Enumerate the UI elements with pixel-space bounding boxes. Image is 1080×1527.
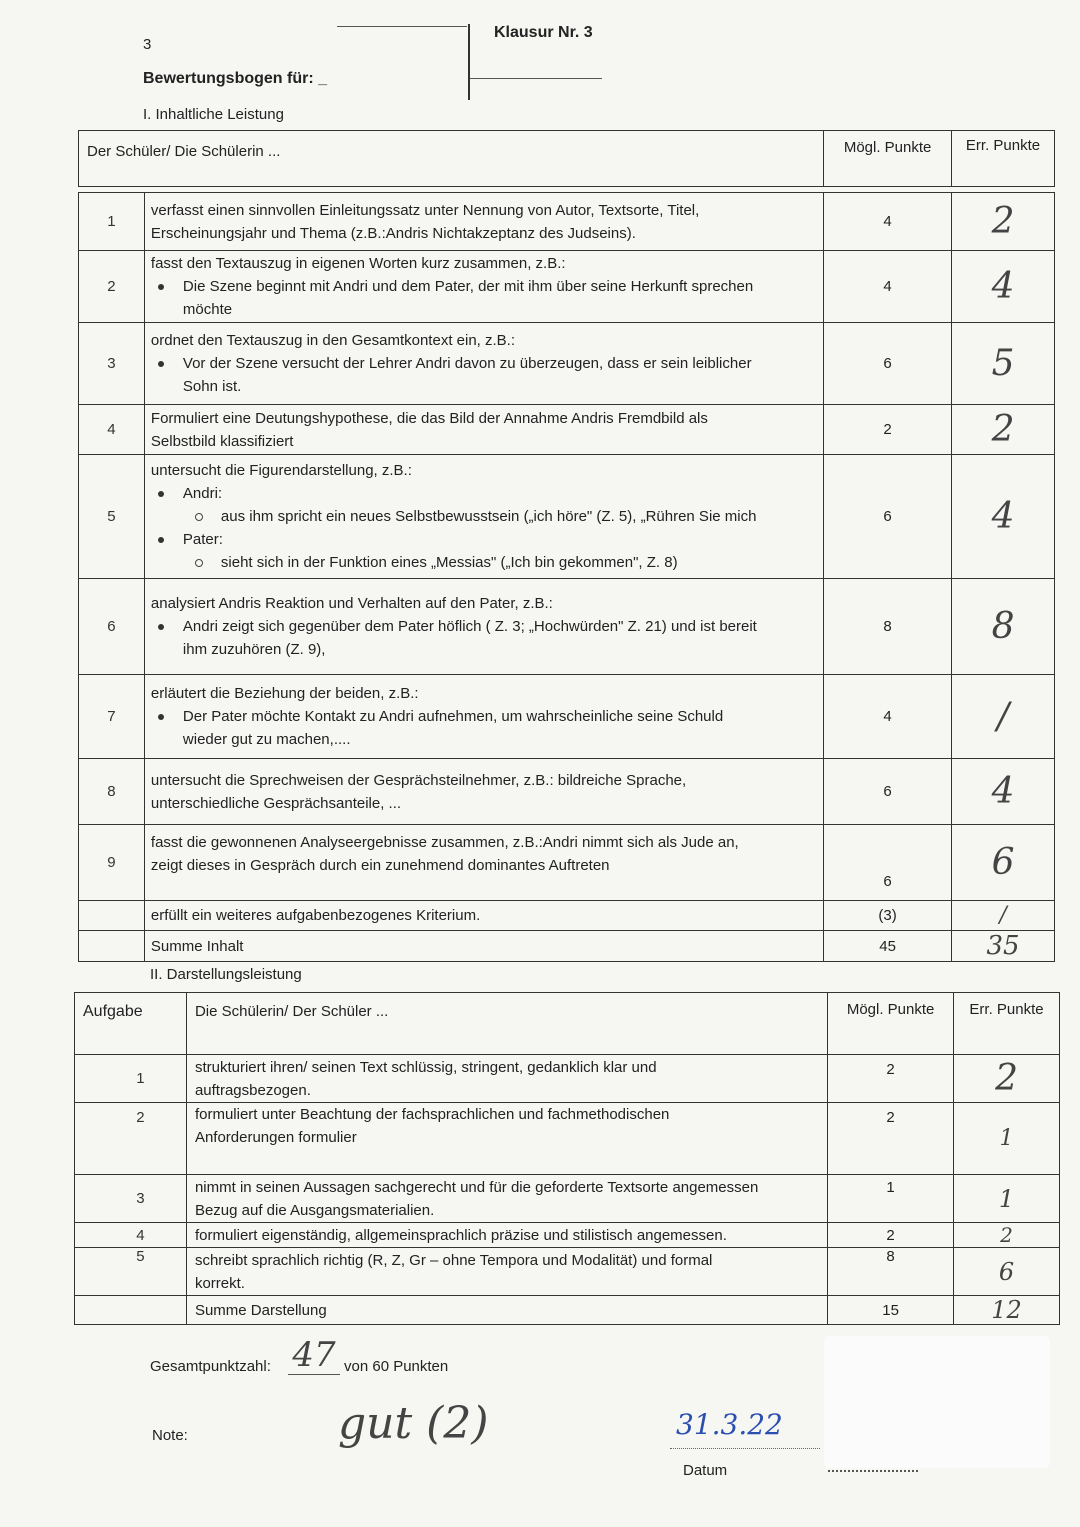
col-possible-header: Mögl. Punkte <box>824 131 952 187</box>
header-divider <box>468 24 470 100</box>
table-row: 5 untersucht die Figurendarstellung, z.B.: Andri: aus ihm spricht ein neues Selbstbewusstsein („ich höre" (Z. 5), „Rühren Sie mich Pater: sieht sich in der Funktion eines „Messias" („Ich bin gekommen", Z. 8) 6 4 <box>79 455 1055 579</box>
sum-row: Summe Darstellung 15 12 <box>75 1296 1060 1325</box>
col-task-header: Aufgabe <box>75 993 187 1055</box>
date-label: Datum <box>683 1462 728 1479</box>
klausur-label: Klausur Nr. 3 <box>494 24 593 41</box>
table-row: 5 schreibt sprachlich richtig (R, Z, Gr – ohne Tempora und Modalität) und formal korrekt. 8 6 <box>75 1248 1060 1296</box>
bullet-icon <box>158 624 164 630</box>
grade-label: Note: <box>152 1427 188 1444</box>
bullet-icon <box>158 284 164 290</box>
table-row: 3 ordnet den Textauszug in den Gesamtkontext ein, z.B.: Vor der Szene versucht der Lehrer Andri davon zu überzeugen, dass er sein leiblicher Sohn ist. 6 5 <box>79 323 1055 405</box>
col-subject-header: Die Schülerin/ Der Schüler ... <box>186 993 827 1055</box>
circle-bullet-icon <box>195 513 203 521</box>
table-row: 2 formuliert unter Beachtung der fachsprachlichen und fachmethodischen Anforderungen formulier 2 1 <box>75 1103 1060 1175</box>
total-label: Gesamtpunktzahl: <box>150 1358 271 1375</box>
content-table <box>78 130 1055 962</box>
table-row: 1 strukturiert ihren/ seinen Text schlüssig, stringent, gedanklich klar und auftragsbezogen. 2 2 <box>75 1055 1060 1103</box>
date-line <box>670 1448 820 1449</box>
sum-row: Summe Inhalt 45 35 <box>79 931 1055 962</box>
table-row: 6 analysiert Andris Reaktion und Verhalten auf den Pater, z.B.: Andri zeigt sich gegenüber dem Pater höflich ( Z. 3; „Hochwürden" Z. 21) und ist bereit ihm zuzuhören (Z. 9), 8 8 <box>79 579 1055 675</box>
col-achieved-header: Err. Punkte <box>952 131 1055 187</box>
table-row: 4 Formuliert eine Deutungshypothese, die das Bild der Annahme Andris Fremdbild als Selbstbild klassifiziert 2 2 <box>79 405 1055 455</box>
table-row: 9 fasst die gewonnenen Analyseergebnisse zusammen, z.B.:Andri nimmt sich als Jude an, zeigt dieses in Gespräch durch ein zunehmend dominantes Auftreten 6 6 <box>79 825 1055 901</box>
redacted-signature-area <box>824 1336 1050 1468</box>
header-line-top <box>337 26 467 27</box>
grade-value: gut (2) <box>338 1398 489 1449</box>
presentation-table <box>74 992 1060 1325</box>
table-row: 3 nimmt in seinen Aussagen sachgerecht und für die geforderte Textsorte angemessen Bezug auf die Ausgangsmaterialien. 1 1 <box>75 1175 1060 1223</box>
col-subject-header: Der Schüler/ Die Schülerin ... <box>79 131 824 187</box>
table-row: 8 untersucht die Sprechweisen der Gesprächsteilnehmer, z.B.: bildreiche Sprache, unterschiedliche Gesprächsanteile, ... 6 4 <box>79 759 1055 825</box>
bullet-icon <box>158 491 164 497</box>
col-possible-header: Mögl. Punkte <box>828 993 954 1055</box>
table-row: erfüllt ein weiteres aufgabenbezogenes Kriterium. (3) / <box>79 901 1055 931</box>
table-row: 1 verfasst einen sinnvollen Einleitungssatz unter Nennung von Autor, Textsorte, Titel, Erscheinungsjahr und Thema (z.B.:Andris Nichtakzeptanz des Judseins). 4 2 <box>79 193 1055 251</box>
header-line-bottom <box>470 78 602 79</box>
form-title: Bewertungsbogen für: _ <box>143 70 328 87</box>
bullet-icon <box>158 714 164 720</box>
signature-line <box>828 1470 918 1472</box>
circle-bullet-icon <box>195 559 203 567</box>
section2-title: II. Darstellungsleistung <box>150 966 302 983</box>
date-value: 31.3.22 <box>676 1408 783 1441</box>
page-number: 3 <box>143 36 152 53</box>
bullet-icon <box>158 361 164 367</box>
total-suffix: von 60 Punkten <box>344 1358 449 1375</box>
table-row: 7 erläutert die Beziehung der beiden, z.B.: Der Pater möchte Kontakt zu Andri aufnehmen, um wahrscheinliche seine Schuld wieder gut zu machen,.... 4 / <box>79 675 1055 759</box>
section1-title: I. Inhaltliche Leistung <box>143 106 284 123</box>
table-row: 4 formuliert eigenständig, allgemeinsprachlich präzise und stilistisch angemessen. 2 2 <box>75 1223 1060 1248</box>
total-value: 47 <box>288 1336 340 1375</box>
col-achieved-header: Err. Punkte <box>954 993 1060 1055</box>
bullet-icon <box>158 537 164 543</box>
table-row: 2 fasst den Textauszug in eigenen Worten kurz zusammen, z.B.: Die Szene beginnt mit Andri und dem Pater, der mit ihm über seine Herkunft sprechen möchte 4 4 <box>79 251 1055 323</box>
